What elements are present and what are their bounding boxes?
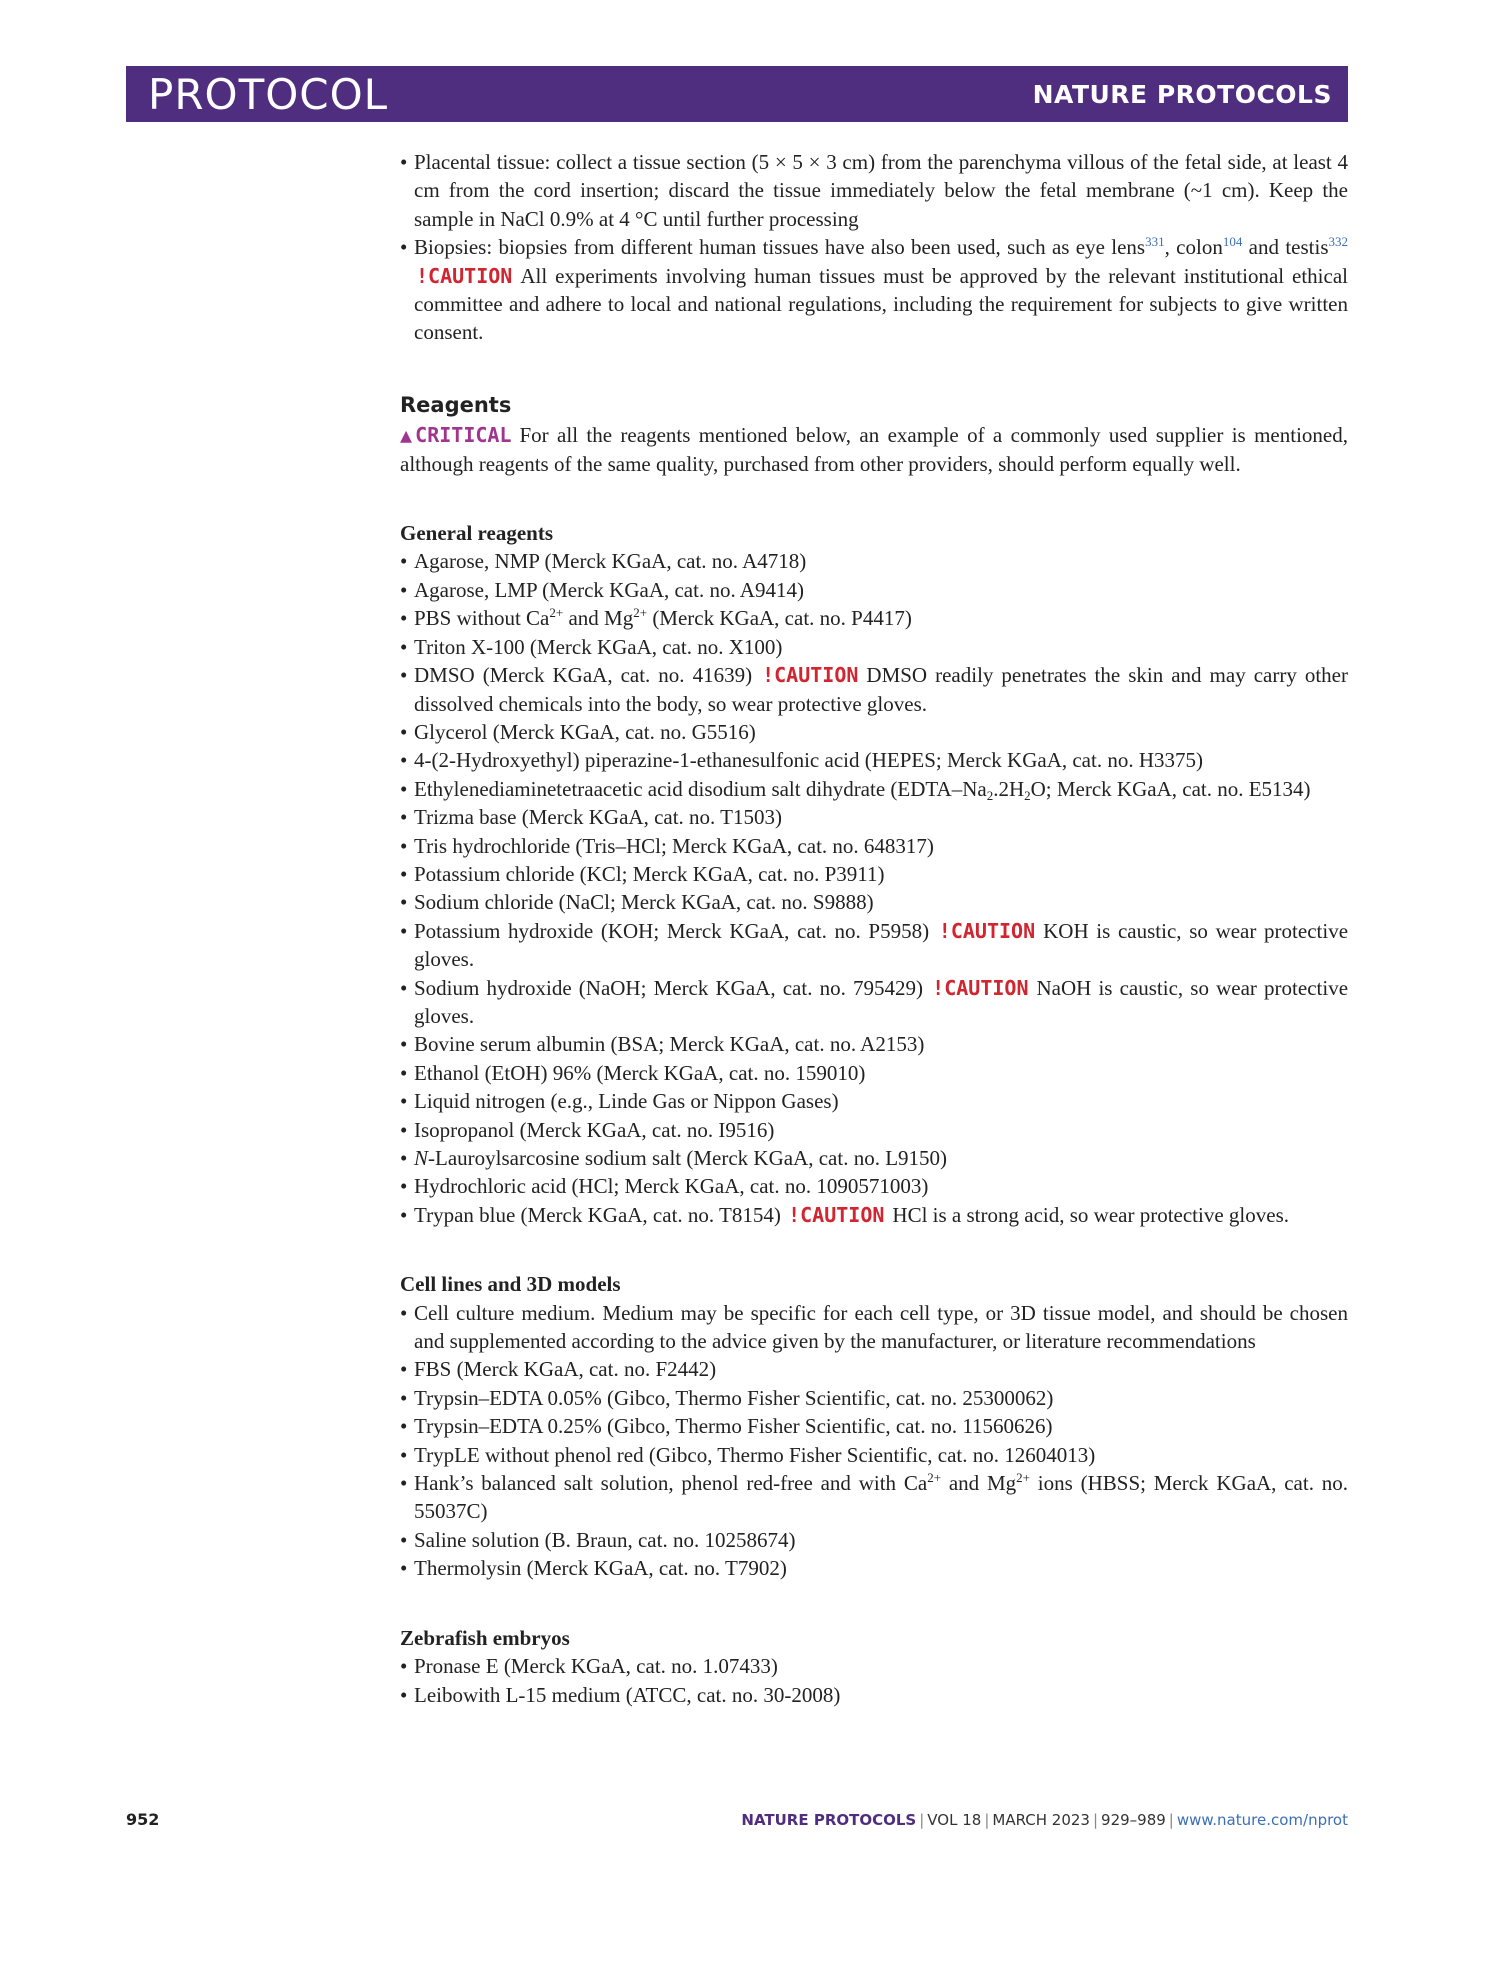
list-item: • TrypLE without phenol red (Gibco, Thermo Fisher Scientific, cat. no. 12604013) bbox=[400, 1441, 1348, 1469]
list-item: • Ethylenediaminetetraacetic acid disodium salt dihydrate ($EDTA-Na_2.2H_2O$; Merck KGaA, cat. no. E5134) bbox=[400, 775, 1348, 803]
citation-link[interactable]: 332 bbox=[1328, 234, 1349, 250]
critical-note bbox=[400, 421, 1348, 478]
list-item: • Trypan blue (Merck KGaA, cat. no. T8154) !CAUTION HCl is a strong acid, so wear protective gloves. bbox=[400, 1201, 1348, 1229]
header-bar bbox=[126, 66, 1348, 122]
list-item: • Leibowith L-15 medium (ATCC, cat. no. 30-2008) bbox=[400, 1681, 1348, 1709]
list-item: • Trypsin–EDTA 0.25% (Gibco, Thermo Fisher Scientific, cat. no. 11560626) bbox=[400, 1412, 1348, 1440]
subsection-heading: General reagents bbox=[400, 521, 553, 546]
list-item: • 4-(2-Hydroxyethyl) piperazine-1-ethanesulfonic acid (HEPES; Merck KGaA, cat. no. H3375) bbox=[400, 746, 1348, 774]
footer-volume: VOL 18 bbox=[927, 1811, 982, 1829]
item-text: , colon bbox=[1164, 235, 1223, 260]
item-text: and testis bbox=[1242, 235, 1329, 260]
critical-label: ▲CRITICAL bbox=[400, 423, 512, 448]
list-item: • Liquid nitrogen (e.g., Linde Gas or Nippon Gases) bbox=[400, 1087, 1348, 1115]
footer-url-link[interactable]: www.nature.com/nprot bbox=[1176, 1811, 1348, 1829]
list-item: • PBS without $Ca^{2+}$ and $Mg^{2+}$ (Merck KGaA, cat. no. P4417) bbox=[400, 604, 1348, 632]
section-type-label: PROTOCOL bbox=[148, 69, 389, 119]
list-item: • Hank’s balanced salt solution, phenol red-free and with $Ca^{2+}$ and $Mg^{2+}$ ions (HBSS; Merck KGaA, cat. no. 55037C) bbox=[400, 1469, 1348, 1526]
list-item: • Isopropanol (Merck KGaA, cat. no. I9516) bbox=[400, 1116, 1348, 1144]
caution-label: !CAUTION bbox=[416, 263, 513, 288]
caution-text: KOH is caustic, so wear protective gloves. bbox=[414, 918, 1349, 972]
list-item: • Hydrochloric acid (HCl; Merck KGaA, cat. no. 1090571003) bbox=[400, 1172, 1348, 1200]
citation-link[interactable]: 104 bbox=[1222, 234, 1243, 250]
list-item: • Glycerol (Merck KGaA, cat. no. G5516) bbox=[400, 718, 1348, 746]
list-item: • Thermolysin (Merck KGaA, cat. no. T7902) bbox=[400, 1554, 1348, 1582]
item-text: Biopsies: biopsies from different human tissues have also been used, such as eye lens bbox=[414, 235, 1146, 260]
list-item bbox=[400, 148, 1348, 233]
list-item: • DMSO (Merck KGaA, cat. no. 41639) !CAUTION DMSO readily penetrates the skin and may carry other dissolved chemicals into the body, so wear protective gloves. bbox=[400, 661, 1348, 718]
list-item: • Potassium hydroxide (KOH; Merck KGaA, cat. no. P5958) !CAUTION KOH is caustic, so wear protective gloves. bbox=[400, 917, 1348, 974]
list-item: • Tris hydrochloride (Tris–HCl; Merck KGaA, cat. no. 648317) bbox=[400, 832, 1348, 860]
caution-label: !CAUTION bbox=[788, 1202, 885, 1227]
footer-citation: NATURE PROTOCOLS | VOL 18 | MARCH 2023 | 929–989 | www.nature.com/nprot bbox=[741, 1811, 1348, 1829]
list-item: • Trizma base (Merck KGaA, cat. no. T1503) bbox=[400, 803, 1348, 831]
caution-text: HCl is a strong acid, so wear protective gloves. bbox=[892, 1202, 1289, 1227]
footer-pages: 929–989 bbox=[1101, 1811, 1166, 1829]
critical-text: For all the reagents mentioned below, an example of a commonly used supplier is mentioned, although reagents of the same quality, purchased from other providers, should perform equally well. bbox=[400, 423, 1348, 476]
page-number: 952 bbox=[126, 1810, 160, 1829]
list-item: • FBS (Merck KGaA, cat. no. F2442) bbox=[400, 1355, 1348, 1383]
list-item: • Trypsin–EDTA 0.05% (Gibco, Thermo Fisher Scientific, cat. no. 25300062) bbox=[400, 1384, 1348, 1412]
caution-label: !CAUTION bbox=[762, 663, 859, 688]
list-item: • Bovine serum albumin (BSA; Merck KGaA, cat. no. A2153) bbox=[400, 1030, 1348, 1058]
list-item bbox=[400, 233, 1348, 347]
list-item: • Triton X-100 (Merck KGaA, cat. no. X100) bbox=[400, 633, 1348, 661]
list-item: • Potassium chloride (KCl; Merck KGaA, cat. no. P3911) bbox=[400, 860, 1348, 888]
list-item: • Saline solution (B. Braun, cat. no. 10258674) bbox=[400, 1526, 1348, 1554]
caution-text: DMSO readily penetrates the skin and may carry other dissolved chemicals into the body, so wear protective gloves. bbox=[414, 663, 1348, 716]
list-item: • Sodium hydroxide (NaOH; Merck KGaA, cat. no. 795429) !CAUTION NaOH is caustic, so wear protective gloves. bbox=[400, 974, 1348, 1031]
subsection-heading: Cell lines and 3D models bbox=[400, 1272, 621, 1297]
subsection-heading: Zebrafish embryos bbox=[400, 1625, 570, 1650]
caution-text: All experiments involving human tissues must be approved by the relevant institutional ethical committee and adhere to local and national regulations, including the requirement for subjects to give written consent. bbox=[414, 263, 1348, 345]
list-item: • Ethanol (EtOH) 96% (Merck KGaA, cat. no. 159010) bbox=[400, 1059, 1348, 1087]
list-item: • Pronase E (Merck KGaA, cat. no. 1.07433) bbox=[400, 1652, 1348, 1680]
list-item: • Cell culture medium. Medium may be specific for each cell type, or 3D tissue model, and should be chosen and supplemented according to the advice given by the manufacturer, or literature recommendations bbox=[400, 1299, 1348, 1356]
footer-date: MARCH 2023 bbox=[992, 1811, 1090, 1829]
caution-text: NaOH is caustic, so wear protective gloves. bbox=[414, 975, 1349, 1028]
citation-link[interactable]: 331 bbox=[1145, 234, 1165, 250]
item-text: Placental tissue: collect a tissue section (5 × 5 × 3 cm) from the parenchyma villous of the fetal side, at least 4 cm from the cord insertion; discard the tissue immediately below the fetal membrane (~1 cm). Keep the sample in NaCl 0.9% at 4 °C until further processing bbox=[414, 150, 1348, 231]
caution-label: !CAUTION bbox=[932, 975, 1029, 1000]
footer-journal: NATURE PROTOCOLS bbox=[741, 1811, 917, 1829]
main-content bbox=[400, 148, 1348, 1709]
list-item: • N-Lauroylsarcosine sodium salt (Merck KGaA, cat. no. L9150) bbox=[400, 1144, 1348, 1172]
list-item: • Agarose, NMP (Merck KGaA, cat. no. A4718) bbox=[400, 547, 1348, 575]
list-item: • Agarose, LMP (Merck KGaA, cat. no. A9414) bbox=[400, 576, 1348, 604]
list-item: • Sodium chloride (NaCl; Merck KGaA, cat. no. S9888) bbox=[400, 888, 1348, 916]
caution-label: !CAUTION bbox=[938, 918, 1036, 943]
section-heading: Reagents bbox=[400, 392, 512, 417]
journal-name: NATURE PROTOCOLS bbox=[1032, 79, 1332, 109]
